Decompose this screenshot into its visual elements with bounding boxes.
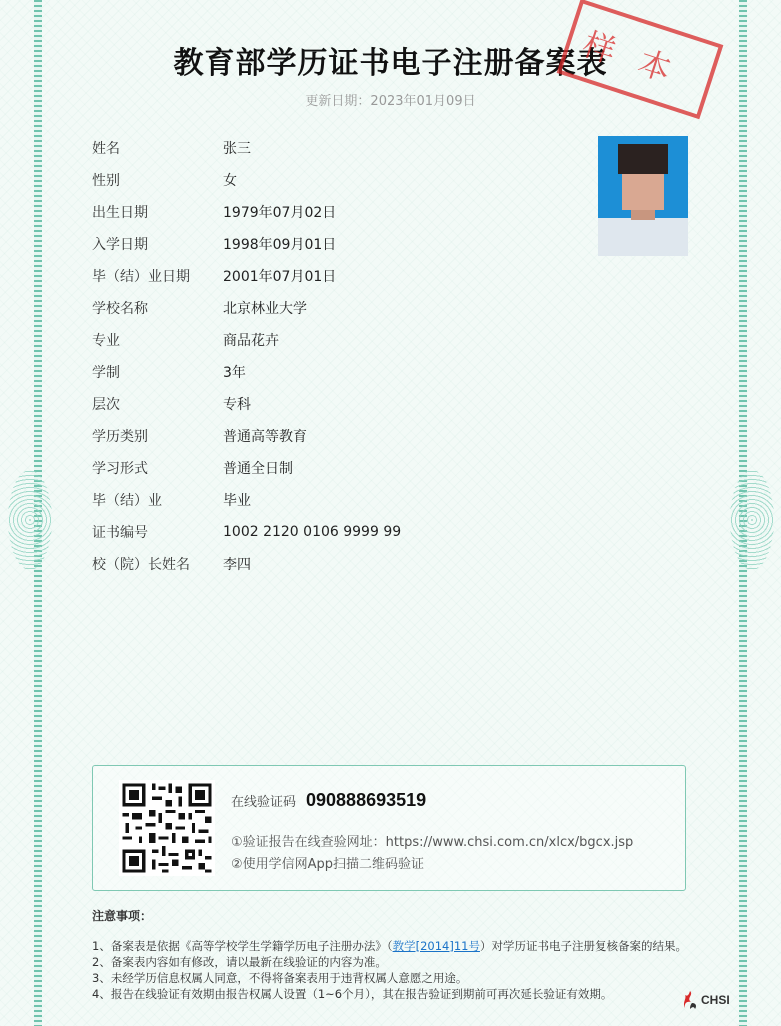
field-label: 校（院）长姓名 xyxy=(92,557,190,573)
note-item-1 xyxy=(92,938,692,954)
field-value: 商品花卉 xyxy=(223,333,279,349)
field-value: 张三 xyxy=(223,141,251,157)
field-label: 层次 xyxy=(92,397,120,413)
field-row-enrollment-date xyxy=(92,228,401,260)
field-label: 性别 xyxy=(92,173,120,189)
field-value: 女 xyxy=(223,173,237,189)
field-row-level xyxy=(92,388,401,420)
field-row-gender xyxy=(92,164,401,196)
field-value: 1979年07月02日 xyxy=(223,205,337,221)
field-row-completion xyxy=(92,484,401,516)
update-date-value: 2023年01月09日 xyxy=(370,94,476,109)
update-date-label: 更新日期： xyxy=(305,94,371,109)
field-label: 姓名 xyxy=(92,141,120,157)
field-value: 李四 xyxy=(223,557,251,573)
sample-stamp: 样本 xyxy=(557,0,724,119)
field-row-graduation-date xyxy=(92,260,401,292)
verify-app-line: ②使用学信网App扫描二维码验证 xyxy=(231,857,425,872)
field-value: 1002 2120 0106 9999 99 xyxy=(223,524,402,540)
verification-code: 090888693519 xyxy=(306,790,427,810)
note-text: 1、备案表是依据《高等学校学生学籍学历电子注册办法》（ xyxy=(92,939,393,953)
notes-title: 注意事项： xyxy=(92,909,153,923)
info-fields xyxy=(92,132,401,580)
regulation-link[interactable]: 教学[2014]11号 xyxy=(392,939,480,953)
chsi-flame-icon xyxy=(681,990,699,1010)
field-row-school xyxy=(92,292,401,324)
note-item-3: 3、未经学历信息权属人同意，不得将备案表用于违背权属人意愿之用途。 xyxy=(92,971,468,985)
field-value: 1998年09月01日 xyxy=(223,237,337,253)
field-row-duration xyxy=(92,356,401,388)
field-label: 学习形式 xyxy=(92,461,148,477)
field-row-study-mode xyxy=(92,452,401,484)
verification-code-row xyxy=(231,790,426,811)
field-row-certificate-number xyxy=(92,516,401,548)
field-value: 专科 xyxy=(223,397,251,413)
field-value: 3年 xyxy=(223,365,246,381)
field-value: 北京林业大学 xyxy=(223,301,307,317)
logo-text: CHSI xyxy=(701,993,730,1007)
field-row-birthdate xyxy=(92,196,401,228)
field-value: 普通高等教育 xyxy=(223,429,307,445)
field-label: 证书编号 xyxy=(92,525,148,541)
student-photo xyxy=(598,136,688,256)
notes-section xyxy=(92,907,692,1002)
field-label: 学历类别 xyxy=(92,429,148,445)
field-value: 毕业 xyxy=(223,493,251,509)
note-item-2: 2、备案表内容如有修改，请以最新在线验证的内容为准。 xyxy=(92,955,387,969)
page-title: 教育部学历证书电子注册备案表 xyxy=(173,46,608,81)
field-label: 入学日期 xyxy=(92,237,148,253)
field-label: 毕（结）业 xyxy=(92,493,162,509)
note-item-4: 4、报告在线验证有效期由报告权属人设置（1~6个月），其在报告验证到期前可再次延长验证有效期。 xyxy=(92,987,613,1001)
field-row-principal xyxy=(92,548,401,580)
qr-code-icon[interactable] xyxy=(119,780,215,876)
chsi-logo xyxy=(681,990,730,1010)
right-rosette-ornament xyxy=(730,470,774,570)
field-label: 专业 xyxy=(92,333,120,349)
verify-url-line: ①验证报告在线查验网址：https://www.chsi.com.cn/xlcx/bgcx.jsp xyxy=(231,835,634,850)
field-label: 学制 xyxy=(92,365,120,381)
verification-box xyxy=(92,765,686,891)
field-label: 学校名称 xyxy=(92,301,148,317)
note-text: ）对学历证书电子注册复核备案的结果。 xyxy=(479,939,687,953)
field-value: 2001年07月01日 xyxy=(223,269,337,285)
left-rosette-ornament xyxy=(8,470,52,570)
field-row-name xyxy=(92,132,401,164)
field-row-education-type xyxy=(92,420,401,452)
field-value: 普通全日制 xyxy=(223,461,293,477)
field-row-major xyxy=(92,324,401,356)
field-label: 毕（结）业日期 xyxy=(92,269,190,285)
verification-code-label: 在线验证码 xyxy=(231,795,297,810)
field-label: 出生日期 xyxy=(92,205,148,221)
